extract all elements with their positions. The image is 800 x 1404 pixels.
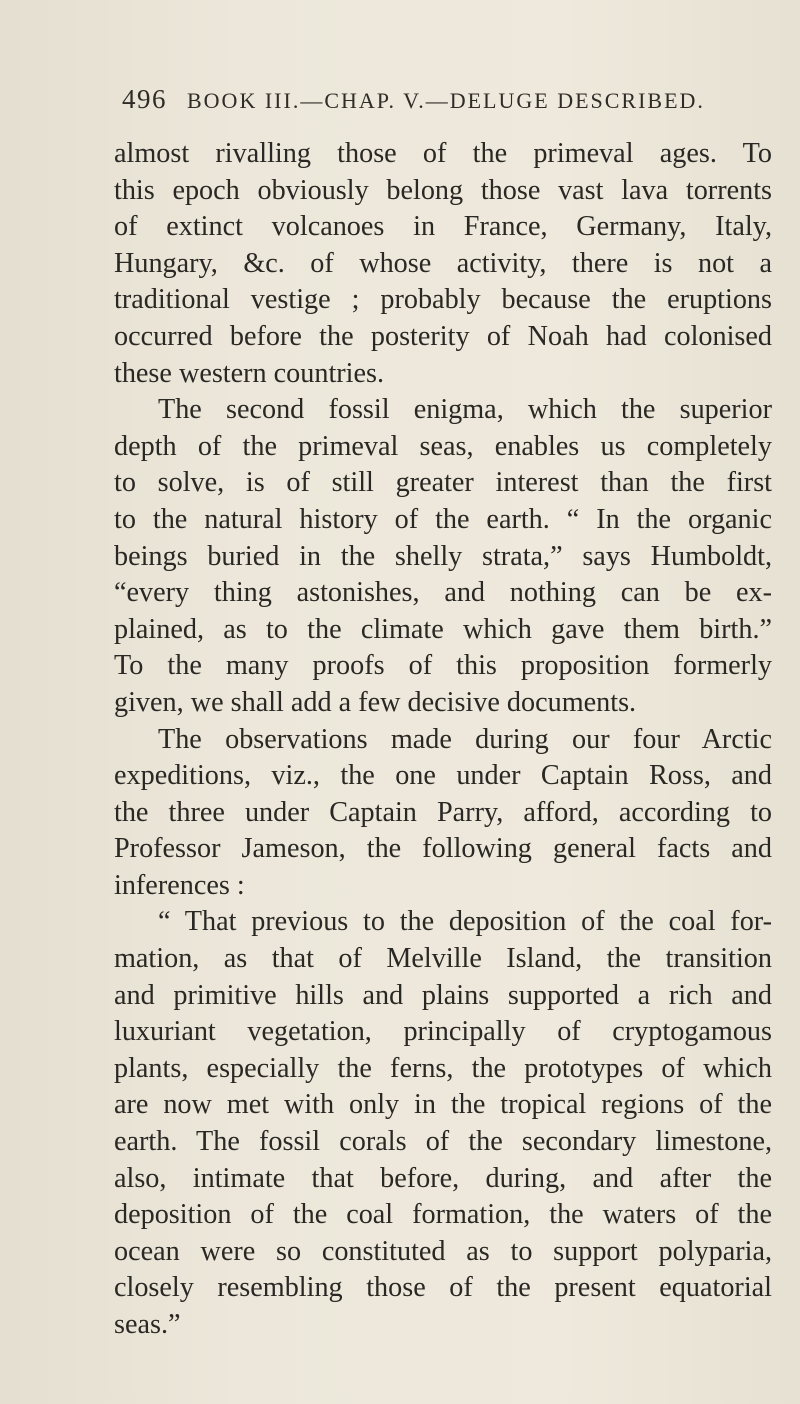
text-line: deposition of the coal formation, the waters of the: [114, 1199, 772, 1231]
paragraph: [114, 722, 772, 905]
body-text: [114, 136, 772, 1344]
running-title: BOOK III.—CHAP. V.—DELUGE DESCRIBED.: [187, 88, 705, 113]
text-line: The second fossil enigma, which the superior: [158, 394, 772, 426]
text-line: luxuriant vegetation, principally of cryptogamous: [114, 1016, 772, 1048]
text-line: also, intimate that before, during, and after the: [114, 1162, 772, 1194]
text-line: given, we shall add a few decisive documents.: [114, 686, 637, 718]
text-line: Hungary, &c. of whose activity, there is not a: [114, 247, 772, 279]
text-line: inferences :: [114, 869, 245, 901]
text-line: To the many proofs of this proposition formerly: [114, 650, 772, 682]
paragraph: [114, 392, 772, 721]
text-line: ocean were so constituted as to support polyparia,: [114, 1235, 772, 1267]
text-line: mation, as that of Melville Island, the transition: [114, 943, 772, 975]
paragraph: [114, 136, 772, 392]
text-line: “every thing astonishes, and nothing can be ex-: [114, 577, 772, 609]
paragraph: [114, 904, 772, 1343]
text-line: traditional vestige ; probably because the eruptions: [114, 284, 772, 316]
text-line: closely resembling those of the present equatorial: [114, 1272, 772, 1304]
text-line: occurred before the posterity of Noah had colonised: [114, 320, 772, 352]
text-line: Professor Jameson, the following general facts and: [114, 833, 772, 865]
text-line: and primitive hills and plains supported a rich and: [114, 979, 772, 1011]
text-line: to solve, is of still greater interest than the first: [114, 467, 772, 499]
text-line: depth of the primeval seas, enables us completely: [114, 430, 772, 462]
text-line: of extinct volcanoes in France, Germany, Italy,: [114, 211, 772, 243]
page-number: 496: [122, 84, 167, 114]
text-line: plained, as to the climate which gave them birth.”: [114, 613, 772, 645]
text-line: the three under Captain Parry, afford, according to: [114, 796, 772, 828]
text-line: almost rivalling those of the primeval ages. To: [114, 138, 772, 169]
text-line: “ That previous to the deposition of the coal for-: [158, 906, 772, 938]
text-line: expeditions, viz., the one under Captain Ross, and: [114, 760, 772, 792]
text-line: these western countries.: [114, 357, 385, 389]
text-line: to the natural history of the earth. “ In the organic: [114, 503, 772, 535]
text-line: this epoch obviously belong those vast lava torrents: [114, 174, 772, 206]
text-line: earth. The fossil corals of the secondary limestone,: [114, 1126, 772, 1158]
text-line: beings buried in the shelly strata,” says Humboldt,: [114, 540, 772, 572]
text-line: seas.”: [114, 1309, 181, 1340]
text-line: plants, especially the ferns, the prototypes of which: [114, 1052, 772, 1084]
text-line: are now met with only in the tropical regions of the: [114, 1089, 772, 1121]
text-line: The observations made during our four Arctic: [158, 723, 772, 755]
running-head: [122, 84, 762, 115]
